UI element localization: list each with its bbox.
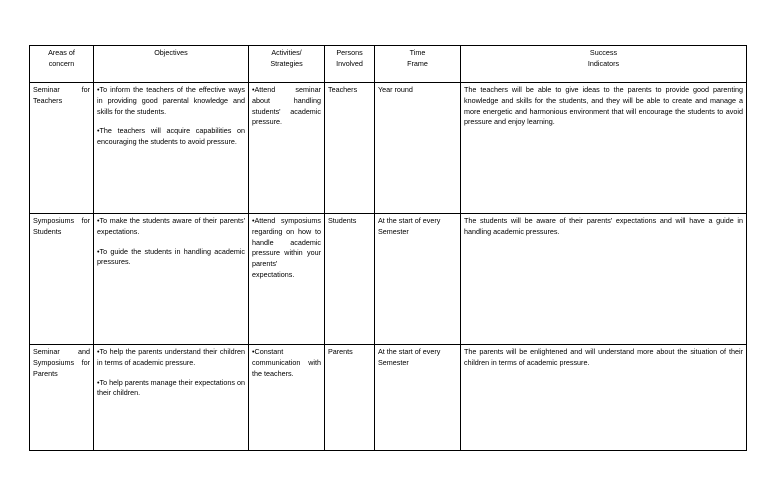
header-line: Objectives <box>154 48 188 57</box>
time-frame-cell: At the start of every Semester <box>375 345 461 451</box>
activities-cell: •Constant communication with the teachers. <box>249 345 325 451</box>
activities-cell: •Attend symposiums regarding on how to handle academic pressure within your parents' expectations. <box>249 214 325 345</box>
header-areas-of-concern <box>30 46 94 83</box>
table-row <box>30 83 747 214</box>
header-success-indicators <box>461 46 747 83</box>
indicators-cell: The students will be aware of their parents' expectations and will have a guide in handling academic pressures. <box>461 214 747 345</box>
objectives-cell <box>94 83 249 214</box>
objective-item: •The teachers will acquire capabilities on encouraging the students to avoid pressure. <box>97 126 245 147</box>
objectives-cell <box>94 214 249 345</box>
header-time-frame <box>375 46 461 83</box>
action-plan-table <box>29 45 747 451</box>
header-line: Strategies <box>270 58 303 68</box>
time-frame-cell: At the start of every Semester <box>375 214 461 345</box>
time-frame-cell: Year round <box>375 83 461 214</box>
table-row <box>30 345 747 451</box>
objective-item: •To help the parents understand their children in terms of academic pressure. <box>97 347 245 367</box>
header-line: Success <box>589 48 618 57</box>
header-line: Indicators <box>587 58 620 68</box>
objective-item: •To guide the students in handling academic pressures. <box>97 246 245 267</box>
objectives-cell <box>94 345 249 451</box>
objective-item: •To make the students aware of their parents' expectations. <box>97 216 245 236</box>
area-cell: Symposiums for Students <box>30 214 94 345</box>
header-row <box>30 46 747 83</box>
header-persons-involved <box>325 46 375 83</box>
header-line: Frame <box>407 58 428 68</box>
header-line: concern <box>48 58 75 68</box>
table-row <box>30 214 747 345</box>
header-line: Time <box>409 48 426 57</box>
area-cell: Seminar and Symposiums for Parents <box>30 345 94 451</box>
indicators-cell: The teachers will be able to give ideas to the parents to provide good parenting knowledge and skills for the students, and they will be able to create and manage a more energetic and harmonious environment that will encourage the students to avoid pressure and enjoy learning. <box>461 83 747 214</box>
area-cell: Seminar for Teachers <box>30 83 94 214</box>
persons-cell: Parents <box>325 345 375 451</box>
header-line: Areas of <box>48 48 75 57</box>
objective-item: •To help parents manage their expectations on their children. <box>97 377 245 398</box>
header-line: Activities/ <box>271 48 302 57</box>
objective-item: •To inform the teachers of the effective ways in providing good parental knowledge and skills for the students. <box>97 85 245 116</box>
indicators-cell: The parents will be enlightened and will understand more about the situation of their children in terms of academic pressure. <box>461 345 747 451</box>
persons-cell: Students <box>325 214 375 345</box>
header-line: Persons <box>336 48 363 57</box>
header-activities <box>249 46 325 83</box>
header-line: Involved <box>336 58 363 68</box>
header-objectives <box>94 46 249 83</box>
activities-cell: •Attend seminar about handling students' academic pressure. <box>249 83 325 214</box>
persons-cell: Teachers <box>325 83 375 214</box>
